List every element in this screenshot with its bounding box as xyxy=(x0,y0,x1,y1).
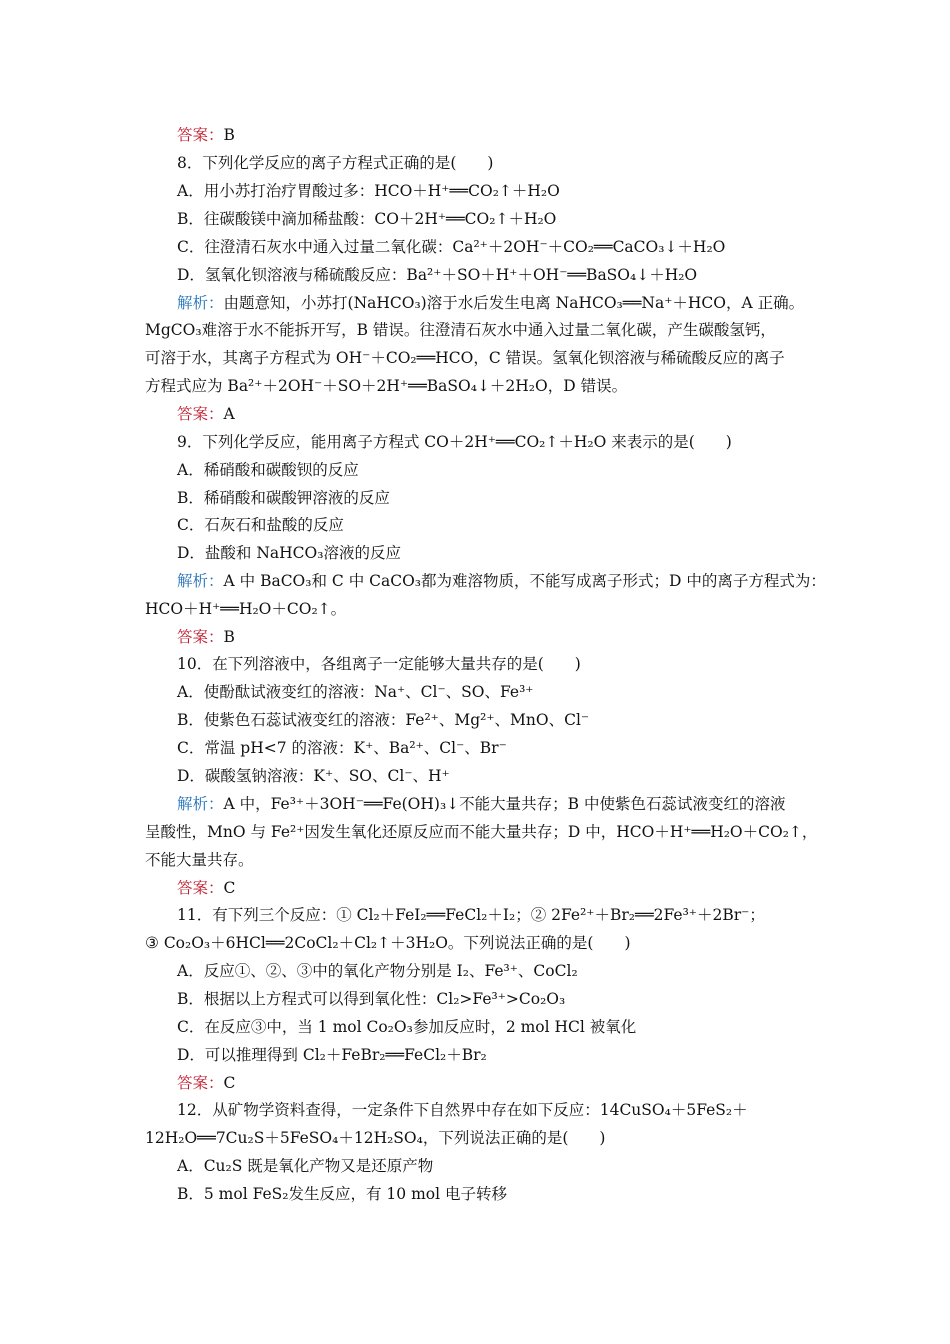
text-line: 9．下列化学反应，能用离子方程式 CO＋2H⁺══CO₂↑＋H₂O 来表示的是( ) xyxy=(177,433,732,451)
text-line: C．石灰石和盐酸的反应 xyxy=(177,516,344,534)
text-line: D．可以推理得到 Cl₂＋FeBr₂══FeCl₂＋Br₂ xyxy=(177,1046,487,1064)
text-line: C．往澄清石灰水中通入过量二氧化碳：Ca²⁺＋2OH⁻＋CO₂══CaCO₃↓＋H₂O xyxy=(177,238,726,256)
analysis-line xyxy=(177,792,785,814)
text-line: 11．有下列三个反应：① Cl₂＋FeI₂══FeCl₂＋I₂；② 2Fe²⁺＋Br₂══2Fe³⁺＋2Br⁻； xyxy=(177,906,765,924)
answer-label: 答案： xyxy=(177,879,224,897)
analysis-label: 解析： xyxy=(177,294,224,312)
text-line: A．用小苏打治疗胃酸过多：HCO＋H⁺══CO₂↑＋H₂O xyxy=(177,182,560,200)
answer-line xyxy=(177,876,235,898)
text-line: B．使紫色石蕊试液变红的溶液：Fe²⁺、Mg²⁺、MnO、Cl⁻ xyxy=(177,711,590,729)
text-line: B．稀硝酸和碳酸钾溶液的反应 xyxy=(177,489,390,507)
text-line: B．往碳酸镁中滴加稀盐酸：CO＋2H⁺══CO₂↑＋H₂O xyxy=(177,210,557,228)
analysis-line xyxy=(177,291,804,313)
text-line: 12H₂O══7Cu₂S＋5FeSO₄＋12H₂SO₄，下列说法正确的是( ) xyxy=(145,1129,606,1147)
answer-value: A xyxy=(223,405,235,423)
analysis-label: 解析： xyxy=(177,795,224,813)
analysis-label: 解析： xyxy=(177,572,224,590)
answer-label: 答案： xyxy=(177,628,224,646)
text-line: D．盐酸和 NaHCO₃溶液的反应 xyxy=(177,544,401,562)
text-line: B．5 mol FeS₂发生反应，有 10 mol 电子转移 xyxy=(177,1185,507,1203)
answer-line xyxy=(177,123,235,145)
answer-label: 答案： xyxy=(177,126,224,144)
text-line: B．根据以上方程式可以得到氧化性：Cl₂>Fe³⁺>Co₂O₃ xyxy=(177,990,566,1008)
text-line: D．碳酸氢钠溶液：K⁺、SO、Cl⁻、H⁺ xyxy=(177,767,450,785)
answer-label: 答案： xyxy=(177,405,224,423)
answer-line xyxy=(177,625,235,647)
text-line: C．在反应③中，当 1 mol Co₂O₃参加反应时，2 mol HCl 被氧化 xyxy=(177,1018,637,1036)
text-line: C．常温 pH<7 的溶液：K⁺、Ba²⁺、Cl⁻、Br⁻ xyxy=(177,739,507,757)
answer-value: B xyxy=(223,628,235,646)
text-line: 可溶于水，其离子方程式为 OH⁻＋CO₂══HCO，C 错误。氢氧化钡溶液与稀硫酸反应的离子 xyxy=(145,349,785,367)
text-line: 方程式应为 Ba²⁺＋2OH⁻＋SO＋2H⁺══BaSO₄↓＋2H₂O，D 错误。 xyxy=(145,377,628,395)
text-line: HCO＋H⁺══H₂O＋CO₂↑。 xyxy=(145,600,347,618)
answer-value: C xyxy=(223,879,236,897)
answer-value: C xyxy=(223,1074,236,1092)
text-line: D．氢氧化钡溶液与稀硫酸反应：Ba²⁺＋SO＋H⁺＋OH⁻══BaSO₄↓＋H₂O xyxy=(177,266,698,284)
analysis-text: 由题意知，小苏打(NaHCO₃)溶于水后发生电离 NaHCO₃══Na⁺＋HCO，A 正确。 xyxy=(223,294,805,312)
answer-value: B xyxy=(223,126,235,144)
analysis-text: A 中 BaCO₃和 C 中 CaCO₃都为难溶物质，不能写成离子形式；D 中的离子方程式为： xyxy=(223,572,826,590)
text-line: A．稀硝酸和碳酸钡的反应 xyxy=(177,461,359,479)
text-line: 10．在下列溶液中，各组离子一定能够大量共存的是( ) xyxy=(177,655,581,673)
text-line: 8．下列化学反应的离子方程式正确的是( ) xyxy=(177,154,494,172)
text-line: MgCO₃难溶于水不能拆开写，B 错误。往澄清石灰水中通入过量二氧化碳，产生碳酸氢钙， xyxy=(145,321,776,339)
text-line: A．使酚酞试液变红的溶液：Na⁺、Cl⁻、SO、Fe³⁺ xyxy=(177,683,534,701)
text-line: A．反应①、②、③中的氧化产物分别是 I₂、Fe³⁺、CoCl₂ xyxy=(177,962,578,980)
text-line: A．Cu₂S 既是氧化产物又是还原产物 xyxy=(177,1157,434,1175)
answer-label: 答案： xyxy=(177,1074,224,1092)
answer-line xyxy=(177,1071,235,1093)
text-line: 12．从矿物学资料查得，一定条件下自然界中存在如下反应：14CuSO₄＋5FeS₂＋ xyxy=(177,1101,748,1119)
text-line: 呈酸性，MnO 与 Fe²⁺因发生氧化还原反应而不能大量共存；D 中，HCO＋H⁺══H₂O＋CO₂↑， xyxy=(145,823,818,841)
text-line: ③ Co₂O₃＋6HCl══2CoCl₂＋Cl₂↑＋3H₂O。下列说法正确的是( ) xyxy=(145,934,631,952)
analysis-line xyxy=(177,569,826,591)
answer-line xyxy=(177,402,235,424)
analysis-text: A 中，Fe³⁺＋3OH⁻══Fe(OH)₃↓不能大量共存；B 中使紫色石蕊试液变红的溶液 xyxy=(223,795,786,813)
text-line: 不能大量共存。 xyxy=(145,851,254,869)
